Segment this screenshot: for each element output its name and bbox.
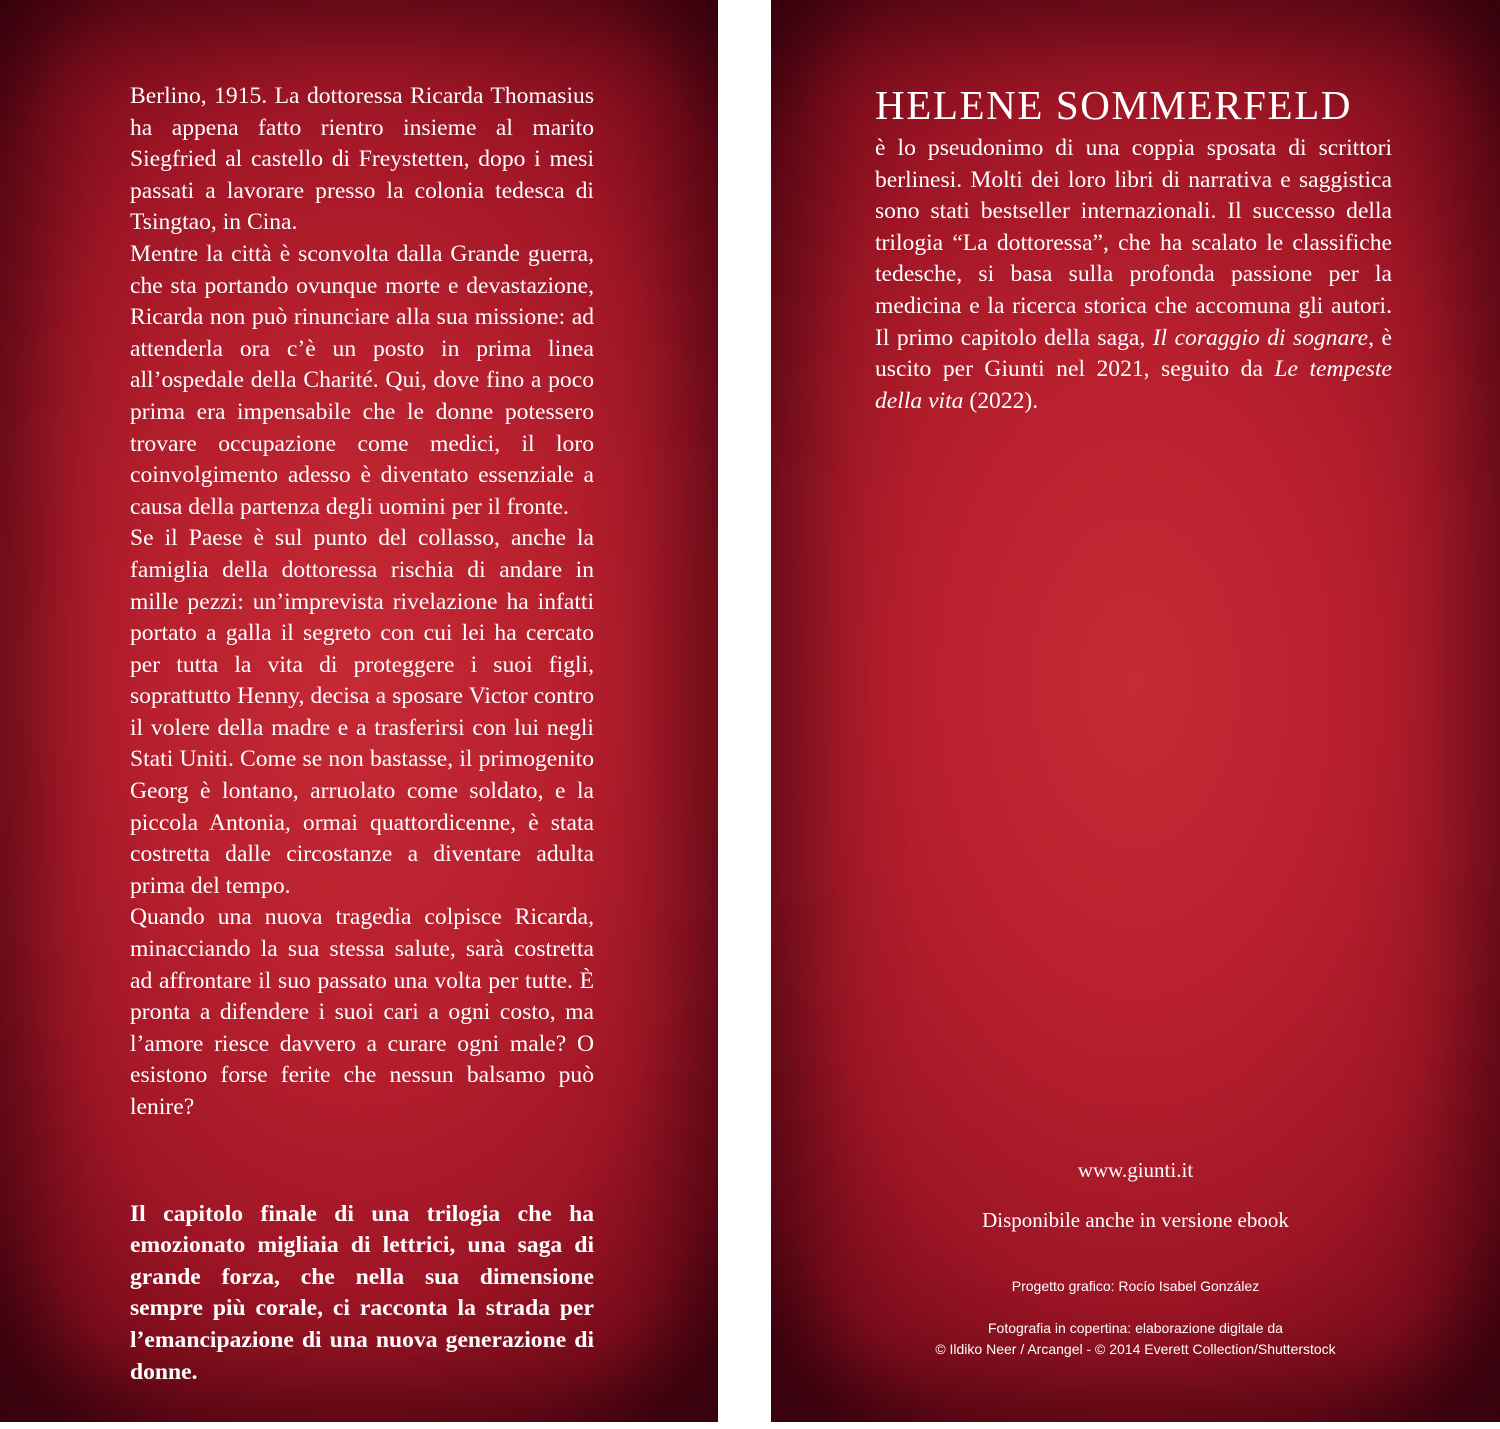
bio-text: (2022). [963, 387, 1039, 414]
back-cover-panel [0, 0, 718, 1422]
publisher-website: www.giunti.it [1077, 1158, 1194, 1182]
tagline: Il capitolo finale di una trilogia che ha emozionato migliaia di lettrici, una saga di grande forza, che nella sua dimensione sempre più corale, ci racconta la strada per l’emancipazione di una nuova generazione di donne. [130, 1200, 594, 1385]
synopsis-paragraph: Berlino, 1915. La dottoressa Ricarda Thomasius ha appena fatto rientro insieme al marito Siegfried al castello di Freystetten, dopo i mesi passati a lavorare presso la colonia tedesca di Tsingtao, in Cina. [130, 83, 594, 236]
author-bio [875, 133, 1392, 417]
photo-credit [771, 1318, 1500, 1360]
flap-panel [771, 0, 1500, 1422]
synopsis [130, 81, 594, 1124]
synopsis-paragraph: Se il Paese è sul punto del collasso, anche la famiglia della dottoressa rischia di andare in mille pezzi: un’imprevista rivelazione ha infatti portato a galla il segreto con cui lei ha cercato per tutta la vita di proteggere i suoi figli, soprattutto Henny, decisa a sposare Victor contro il volere della madre e a trasferirsi con lui negli Stati Uniti. Come se non bastasse, il primogenito Georg è lontano, arruolato come soldato, e la piccola Antonia, ormai quattordicenne, è stata costretta dalle circostanze a diventare adulta prima del tempo. [130, 525, 594, 899]
ebook-note: Disponibile anche in versione ebook [982, 1208, 1289, 1232]
photo-credit-line: © Ildiko Neer / Arcangel - © 2014 Everett Collection/Shutterstock [935, 1341, 1336, 1357]
bio-text: è lo pseudonimo di una coppia sposata di scrittori berlinesi. Molti dei loro libri di narrativa e saggistica sono stati bestseller internazionali. Il successo della trilogia “La dottoressa”, che ha scalato le classifiche tedesche, si basa sulla profonda passione per la medicina e la ricerca storica che accomuna gli autori. Il primo capitolo della saga, [875, 135, 1392, 351]
bio-book-title: Le tempeste della vita [875, 356, 1392, 414]
author-name: HELENE SOMMERFELD [875, 82, 1353, 128]
synopsis-paragraph: Quando una nuova tragedia colpisce Ricarda, minacciando la sua stessa salute, sarà costretta ad affrontare il suo passato una volta per tutte. È pronta a difendere i suoi cari a ogni costo, ma l’amore riesce davvero a curare ogni male? O esistono forse ferite che nessun balsamo può lenire? [130, 904, 594, 1120]
design-credit: Progetto grafico: Rocío Isabel González [1011, 1278, 1260, 1294]
photo-credit-line: Fotografia in copertina: elaborazione digitale da [988, 1320, 1283, 1336]
synopsis-paragraph: Mentre la città è sconvolta dalla Grande guerra, che sta portando ovunque morte e devastazione, Ricarda non può rinunciare alla sua missione: ad attenderla ora c’è un posto in prima linea all’ospedale della Charité. Qui, dove fino a poco prima era impensabile che le donne potessero trovare occupazione come medici, il loro coinvolgimento adesso è diventato essenziale a causa della partenza degli uomini per il fronte. [130, 240, 594, 520]
bio-text: , è uscito per Giunti nel 2021, seguito da [875, 324, 1392, 383]
bio-book-title: Il coraggio di sognare [1152, 324, 1369, 351]
